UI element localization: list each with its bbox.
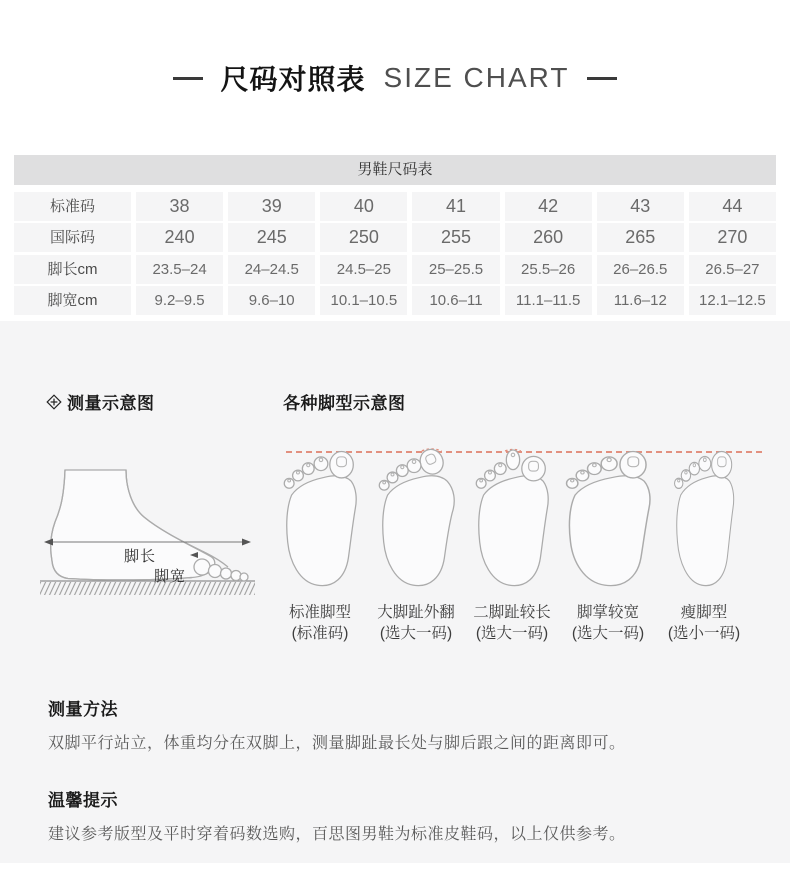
diamond-plus-icon bbox=[46, 394, 62, 410]
table-cell: 40 bbox=[320, 192, 407, 221]
foot-type-note: (选大一码) bbox=[379, 625, 453, 642]
foot-type-note: (选小一码) bbox=[667, 625, 741, 642]
foot-length-label: 脚长 bbox=[124, 548, 157, 565]
table-cell: 23.5–24 bbox=[136, 255, 223, 284]
mens-size-table bbox=[14, 155, 776, 315]
page-title bbox=[0, 0, 790, 96]
table-cell: 42 bbox=[505, 192, 592, 221]
table-cell: 255 bbox=[412, 223, 499, 252]
foot-type-note: (选大一码) bbox=[475, 625, 549, 642]
table-cell: 240 bbox=[136, 223, 223, 252]
foot-type-note: (选大一码) bbox=[571, 625, 645, 642]
foot-type-caption bbox=[368, 602, 464, 644]
row-label: 国际码 bbox=[14, 223, 131, 252]
table-cell: 9.2–9.5 bbox=[136, 286, 223, 315]
foot-type-captions bbox=[272, 602, 752, 644]
foot-type-name: 脚掌较宽 bbox=[576, 604, 639, 621]
table-cell: 270 bbox=[689, 223, 776, 252]
page-title-en: SIZE CHART bbox=[383, 62, 570, 93]
foot-types-heading bbox=[283, 389, 406, 414]
table-title: 男鞋尺码表 bbox=[14, 155, 776, 185]
table-cell: 24.5–25 bbox=[320, 255, 407, 284]
row-label: 脚长cm bbox=[14, 255, 131, 284]
foot-type-caption bbox=[656, 602, 752, 644]
footprint-standard-icon bbox=[272, 448, 368, 596]
title-dash-left bbox=[173, 77, 203, 80]
foot-type-name: 标准脚型 bbox=[288, 604, 351, 621]
foot-type-caption bbox=[272, 602, 368, 644]
foot-type-caption bbox=[560, 602, 656, 644]
foot-type-caption bbox=[464, 602, 560, 644]
footprint-long-second-toe-icon bbox=[464, 448, 560, 596]
row-label: 标准码 bbox=[14, 192, 131, 221]
table-cell: 10.6–11 bbox=[412, 286, 499, 315]
table-cell: 9.6–10 bbox=[228, 286, 315, 315]
foot-type-figures bbox=[272, 448, 752, 596]
table-cell: 265 bbox=[597, 223, 684, 252]
table-cell: 250 bbox=[320, 223, 407, 252]
foot-measure-diagram bbox=[40, 460, 255, 605]
table-row bbox=[14, 255, 776, 284]
table-cell: 25–25.5 bbox=[412, 255, 499, 284]
diagram-panel bbox=[0, 321, 790, 863]
foot-side-view-illustration bbox=[40, 460, 255, 605]
table-cell: 260 bbox=[505, 223, 592, 252]
table-cell: 245 bbox=[228, 223, 315, 252]
table-cell: 26.5–27 bbox=[689, 255, 776, 284]
foot-type-name: 瘦脚型 bbox=[680, 604, 728, 621]
table-cell: 11.6–12 bbox=[597, 286, 684, 315]
table-cell: 11.1–11.5 bbox=[505, 286, 592, 315]
footprint-wide-icon bbox=[560, 448, 656, 596]
foot-type-name: 大脚趾外翻 bbox=[377, 604, 455, 621]
tips-heading: 温馨提示 bbox=[48, 791, 118, 810]
row-label: 脚宽cm bbox=[14, 286, 131, 315]
measure-section-heading bbox=[46, 389, 155, 414]
method-body: 双脚平行站立，体重均分在双脚上，测量脚趾最长处与脚后跟之间的距离即可。 bbox=[48, 735, 626, 752]
table-row bbox=[14, 192, 776, 221]
foot-width-label: 脚宽 bbox=[154, 568, 187, 585]
table-row bbox=[14, 286, 776, 315]
types-heading-label: 各种脚型示意图 bbox=[283, 394, 406, 413]
table-cell: 44 bbox=[689, 192, 776, 221]
table-cell: 24–24.5 bbox=[228, 255, 315, 284]
method-heading: 测量方法 bbox=[48, 700, 118, 719]
table-cell: 38 bbox=[136, 192, 223, 221]
table-cell: 26–26.5 bbox=[597, 255, 684, 284]
foot-type-name: 二脚趾较长 bbox=[473, 604, 551, 621]
table-cell: 41 bbox=[412, 192, 499, 221]
table-cell: 12.1–12.5 bbox=[689, 286, 776, 315]
table-row bbox=[14, 223, 776, 252]
title-dash-right bbox=[587, 77, 617, 80]
tips-body: 建议参考版型及平时穿着码数选购，百思图男鞋为标准皮鞋码，以上仅供参考。 bbox=[48, 826, 626, 843]
table-cell: 39 bbox=[228, 192, 315, 221]
footprint-bunion-icon bbox=[368, 448, 464, 596]
table-cell: 43 bbox=[597, 192, 684, 221]
table-cell: 25.5–26 bbox=[505, 255, 592, 284]
table-cell: 10.1–10.5 bbox=[320, 286, 407, 315]
page-title-zh: 尺码对照表 bbox=[220, 64, 366, 95]
foot-type-note: (标准码) bbox=[291, 625, 349, 642]
measure-heading-label: 测量示意图 bbox=[67, 394, 155, 413]
footprint-narrow-icon bbox=[656, 448, 752, 596]
